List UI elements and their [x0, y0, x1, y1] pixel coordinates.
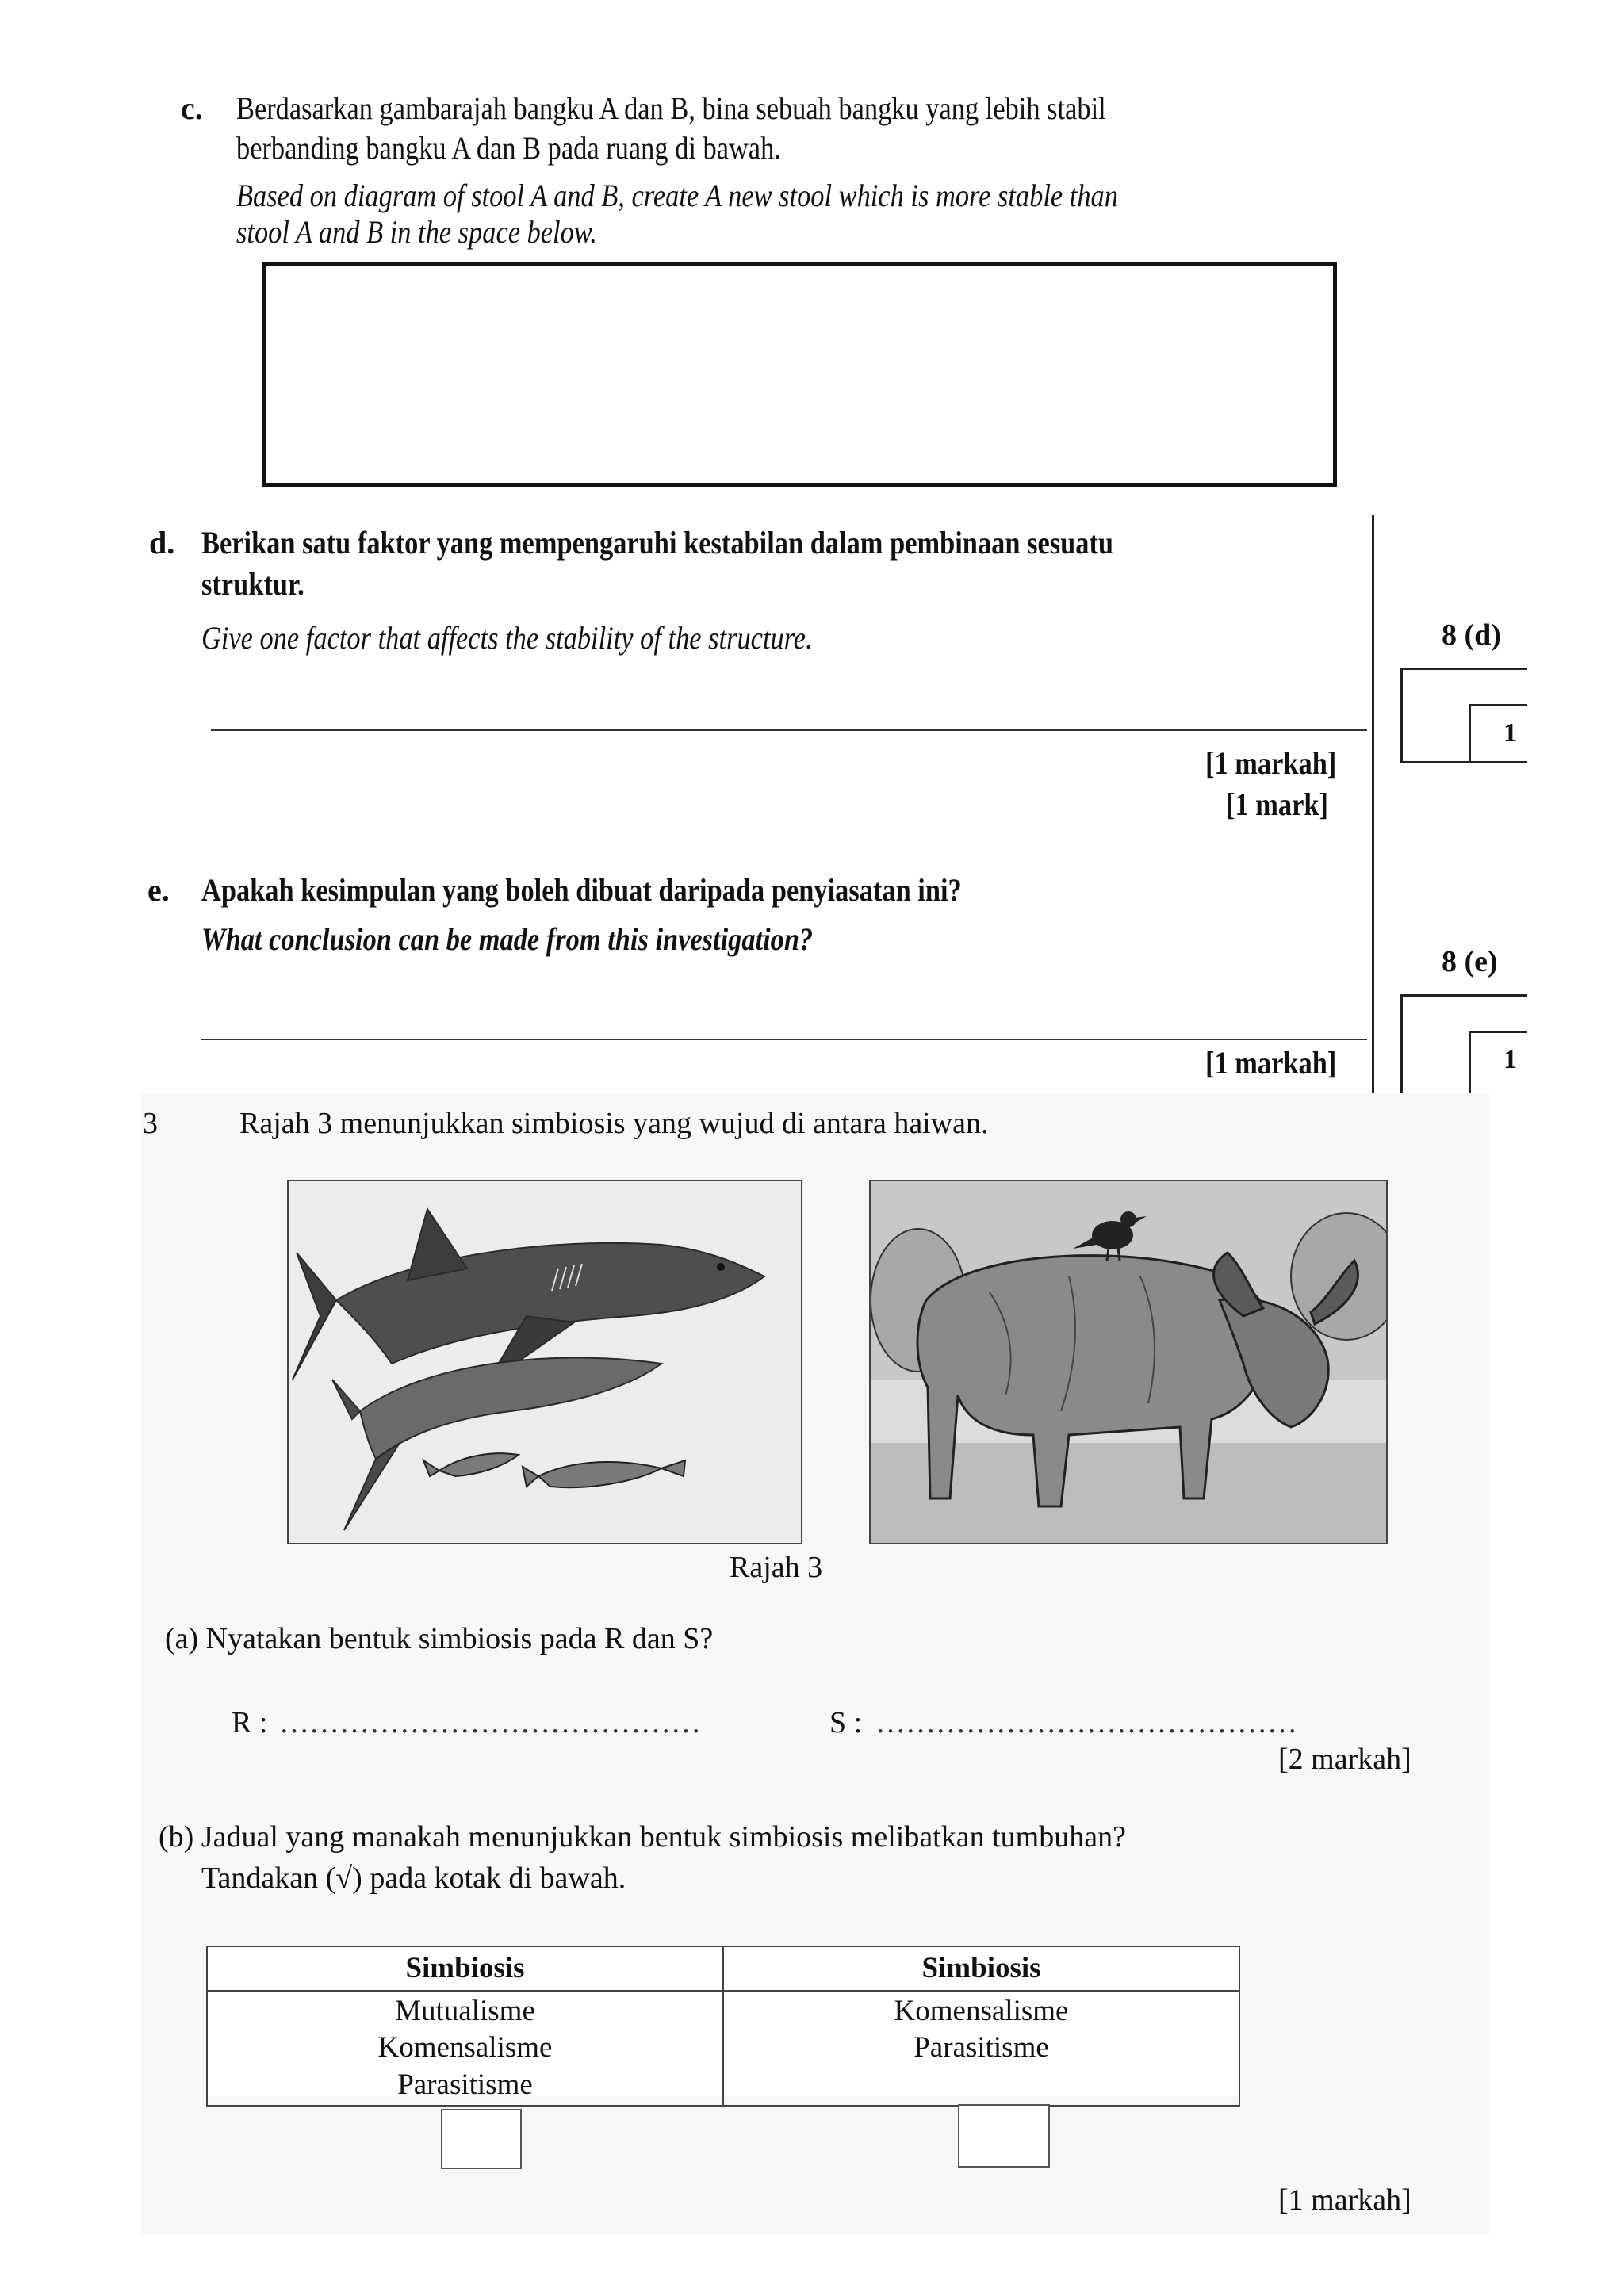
part-a-r-answer-field[interactable]: ……………………………………	[279, 1706, 701, 1739]
shark-remora-illustration	[289, 1181, 801, 1543]
part-a-marks: [2 markah]	[1278, 1743, 1411, 1776]
part-a-r-label: R :	[232, 1706, 268, 1739]
question-e-label: e.	[147, 872, 170, 908]
question-d-malay-line2: struktur.	[201, 566, 304, 602]
part-a-question: (a) Nyatakan bentuk simbiosis pada R dan S?	[165, 1622, 714, 1655]
stool-drawing-area[interactable]	[262, 262, 1337, 487]
question-e-side-label: 8 (e)	[1442, 945, 1498, 978]
question-d-mark-english: [1 mark]	[1226, 786, 1328, 822]
question-c-malay-line2: berbanding bangku A dan B pada ruang di bawah.	[236, 130, 781, 166]
tick-box-right[interactable]	[958, 2104, 1050, 2168]
left-item-komensalisme: Komensalisme	[377, 2031, 553, 2064]
right-item-parasitisme: Parasitisme	[914, 2031, 1049, 2064]
table-cell-left	[207, 1991, 723, 2106]
question-d-mark-malay: [1 markah]	[1205, 745, 1337, 781]
question-3-number: 3	[143, 1107, 158, 1140]
question-c-malay-line1: Berdasarkan gambarajah bangku A dan B, bina sebuah bangku yang lebih stabil	[236, 90, 1106, 126]
question-d-side-score: 1	[1503, 718, 1517, 748]
buffalo-bird-illustration	[871, 1181, 1386, 1543]
question-d-label: d.	[149, 525, 175, 561]
score-box-e-left	[1400, 994, 1403, 1094]
score-box-d-left	[1400, 668, 1403, 763]
answer-line-e[interactable]	[201, 1039, 1367, 1040]
table-header-left: Simbiosis	[207, 1946, 723, 1991]
question-e-side-score: 1	[1503, 1045, 1517, 1074]
part-b-question-line1: (b) Jadual yang manakah menunjukkan bentuk simbiosis melibatkan tumbuhan?	[159, 1820, 1126, 1854]
figure-r-sharks	[287, 1180, 802, 1544]
symbiosis-table	[206, 1946, 1240, 2101]
question-e-english: What conclusion can be made from this investigation?	[201, 921, 814, 957]
part-b-question-line2: Tandakan (√) pada kotak di bawah.	[201, 1862, 626, 1895]
question-d-english: Give one factor that affects the stability of the structure.	[201, 620, 813, 656]
tick-box-left[interactable]	[441, 2109, 522, 2169]
score-box-d-top	[1400, 668, 1527, 670]
table-header-right: Simbiosis	[723, 1946, 1239, 1991]
question-e-mark-malay: [1 markah]	[1205, 1045, 1337, 1081]
figure-caption: Rajah 3	[730, 1551, 823, 1584]
table-cell-right	[723, 1991, 1239, 2106]
question-d-malay-line1: Berikan satu faktor yang mempengaruhi kestabilan dalam pembinaan sesuatu	[201, 525, 1114, 561]
question-c-label: c.	[181, 90, 203, 126]
right-item-komensalisme: Komensalisme	[894, 1995, 1069, 2027]
margin-divider	[1372, 515, 1374, 1094]
score-box-d-inner-top	[1469, 704, 1527, 706]
question-3-intro: Rajah 3 menunjukkan simbiosis yang wujud di antara haiwan.	[239, 1107, 989, 1140]
figure-s-buffalo	[869, 1180, 1388, 1544]
score-box-e-inner-top	[1469, 1031, 1527, 1033]
score-box-d-inner	[1469, 704, 1471, 763]
left-item-parasitisme: Parasitisme	[397, 2068, 533, 2101]
question-c-english-line2: stool A and B in the space below.	[236, 214, 597, 250]
question-c-english-line1: Based on diagram of stool A and B, create A new stool which is more stable than	[236, 178, 1118, 213]
part-b-marks: [1 markah]	[1278, 2183, 1411, 2217]
answer-line-d[interactable]	[211, 729, 1367, 731]
question-e-malay: Apakah kesimpulan yang boleh dibuat daripada penyiasatan ini?	[201, 872, 962, 908]
score-box-e-inner	[1469, 1031, 1471, 1094]
part-a-s-label: S :	[829, 1706, 863, 1739]
left-item-mutualisme: Mutualisme	[395, 1995, 535, 2027]
score-box-e-top	[1400, 994, 1527, 997]
part-a-s-answer-field[interactable]: ……………………………………	[875, 1706, 1297, 1739]
score-box-d-bottom	[1400, 761, 1527, 763]
question-d-side-label: 8 (d)	[1442, 618, 1501, 652]
